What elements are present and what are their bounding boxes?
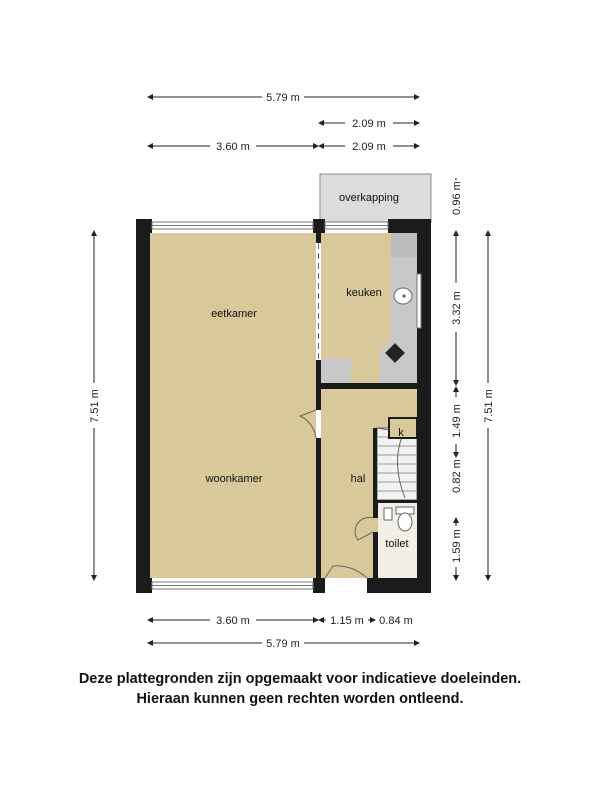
kitchen-sink-drain [402, 294, 405, 297]
toilet-washbasin [384, 508, 392, 520]
kitchen-counter-top [391, 233, 417, 257]
dim-right-hal: 0.82 m [451, 459, 463, 493]
dim-left-height: 7.51 m [89, 389, 101, 423]
dim-top-right-upper: 2.09 m [352, 118, 386, 130]
dim-top-total: 5.79 m [266, 92, 300, 104]
room-label-woonkamer: woonkamer [205, 473, 263, 485]
disclaimer-line-1: Deze plattegronden zijn opgemaakt voor indicatieve doeleinden. [78, 671, 522, 687]
dim-bottom-right: 0.84 m [379, 615, 413, 627]
room-label-kast: k [398, 427, 404, 439]
room-label-keuken: keuken [346, 287, 382, 299]
room-label-eetkamer: eetkamer [211, 308, 257, 320]
kitchen-counter-bottom [321, 358, 351, 383]
dim-right-stair: 1.49 m [451, 404, 463, 438]
eetkamer-woonkamer-floor [150, 233, 316, 578]
disclaimer-line-2: Hieraan kunnen geen rechten worden ontleend. [136, 691, 464, 707]
dim-right-total: 7.51 m [483, 389, 495, 423]
dim-bottom-total: 5.79 m [266, 638, 300, 650]
room-label-overkapping: overkapping [339, 192, 399, 204]
dim-right-overkapping: 0.96 m [451, 181, 463, 215]
dim-top-left: 3.60 m [216, 141, 250, 153]
dim-bottom-left: 3.60 m [216, 615, 250, 627]
dim-right-toilet: 1.59 m [451, 529, 463, 563]
toilet-bowl [398, 513, 412, 531]
room-label-hal: hal [350, 473, 366, 485]
dim-bottom-mid: 1.15 m [330, 615, 364, 627]
dim-right-keuken: 3.32 m [451, 291, 463, 325]
dim-top-right: 2.09 m [352, 141, 386, 153]
room-label-toilet: toilet [385, 538, 409, 550]
